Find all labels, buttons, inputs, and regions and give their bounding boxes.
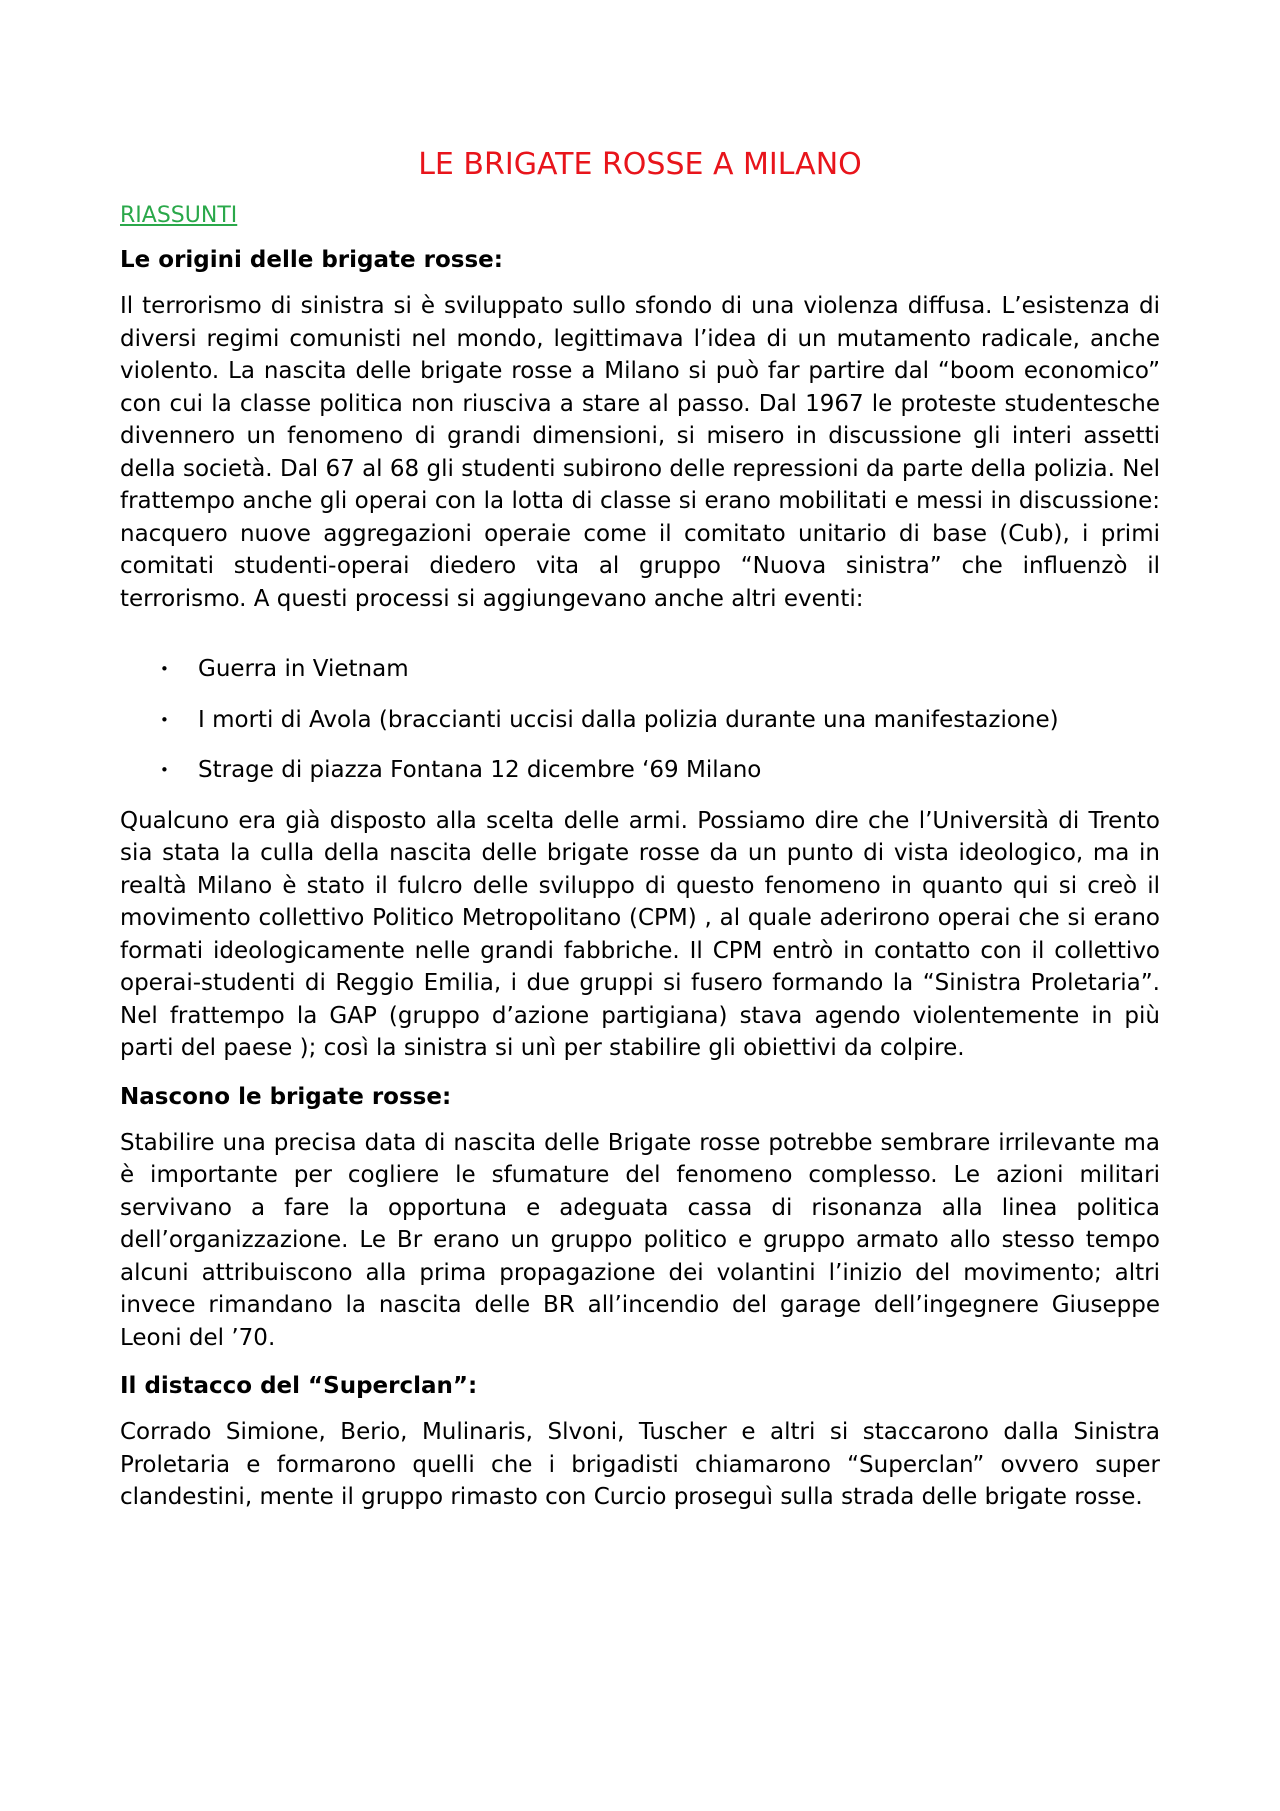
- events-list: [120, 653, 1160, 787]
- bullet-icon: •: [160, 761, 169, 780]
- bullet-icon: •: [160, 660, 169, 679]
- heading-nascono: Nascono le brigate rosse:: [120, 1083, 452, 1110]
- paragraph-cpm: Qualcuno era già disposto alla scelta delle armi. Possiamo dire che l’Università di Trento sia stata la culla della nascita delle brigate rosse da un punto di vista ideologico, ma in realtà Milano è stato il fulcro delle sviluppo di questo fenomeno in quanto qui si creò il movimento collettivo Politico Metropolitano (CPM) , al quale aderirono operai che si erano formati ideologicamente nelle grandi fabbriche. Il CPM entrò in contatto con il collettivo operai-studenti di Reggio Emilia, i due gruppi si fusero formando la “Sinistra Proletaria”. Nel frattempo la GAP (gruppo d’azione partigiana) stava agendo violentemente in più parti del paese ); così la sinistra si unì per stabilire gli obiettivi da colpire.: [120, 807, 1160, 1062]
- paragraph-origini: Il terrorismo di sinistra si è sviluppato sullo sfondo di una violenza diffusa. L’esistenza di diversi regimi comunisti nel mondo, legittimava l’idea di un mutamento radicale, anche violento. La nascita delle brigate rosse a Milano si può far partire dal “boom economico” con cui la classe politica non riusciva a stare al passo. Dal 1967 le proteste studentesche divennero un fenomeno di grandi dimensioni, si misero in discussione gli interi assetti della società. Dal 67 al 68 gli studenti subirono delle repressioni da parte della polizia. Nel frattempo anche gli operai con la lotta di classe si erano mobilitati e messi in discussione: nacquero nuove aggregazioni operaie come il comitato unitario di base (Cub), i primi comitati studenti-operai diedero vita al gruppo “Nuova sinistra” che influenzò il terrorismo. A questi processi si aggiungevano anche altri eventi:: [120, 293, 1160, 612]
- list-item: [120, 704, 1160, 737]
- list-item: [120, 653, 1160, 686]
- list-item-text: Strage di piazza Fontana 12 dicembre ‘69 Milano: [198, 757, 762, 784]
- bullet-icon: •: [160, 710, 169, 729]
- heading-origini: Le origini delle brigate rosse:: [120, 247, 503, 274]
- list-item: [120, 754, 1160, 787]
- document-title: LE BRIGATE ROSSE A MILANO: [418, 147, 862, 182]
- list-item-text: I morti di Avola (braccianti uccisi dalla polizia durante una manifestazione): [198, 706, 1059, 733]
- list-item-text: Guerra in Vietnam: [198, 656, 409, 683]
- document-page: [120, 146, 1160, 1531]
- paragraph-superclan: Corrado Simione, Berio, Mulinaris, Slvoni, Tuscher e altri si staccarono dalla Sinistra Proletaria e formarono quelli che i brigadisti chiamarono “Superclan” ovvero super clandestini, mente il gruppo rimasto con Curcio proseguì sulla strada delle brigate rosse.: [120, 1419, 1160, 1511]
- section-link-riassunti[interactable]: RIASSUNTI: [120, 202, 238, 228]
- paragraph-nascono: Stabilire una precisa data di nascita delle Brigate rosse potrebbe sembrare irrilevante ma è importante per cogliere le sfumature del fenomeno complesso. Le azioni militari servivano a fare la opportuna e adeguata cassa di risonanza alla linea politica dell’organizzazione. Le Br erano un gruppo politico e gruppo armato allo stesso tempo alcuni attribuiscono alla prima propagazione dei volantini l’inizio del movimento; altri invece rimandano la nascita delle BR all’incendio del garage dell’ingegnere Giuseppe Leoni del ’70.: [120, 1129, 1160, 1351]
- heading-superclan: Il distacco del “Superclan”:: [120, 1373, 478, 1400]
